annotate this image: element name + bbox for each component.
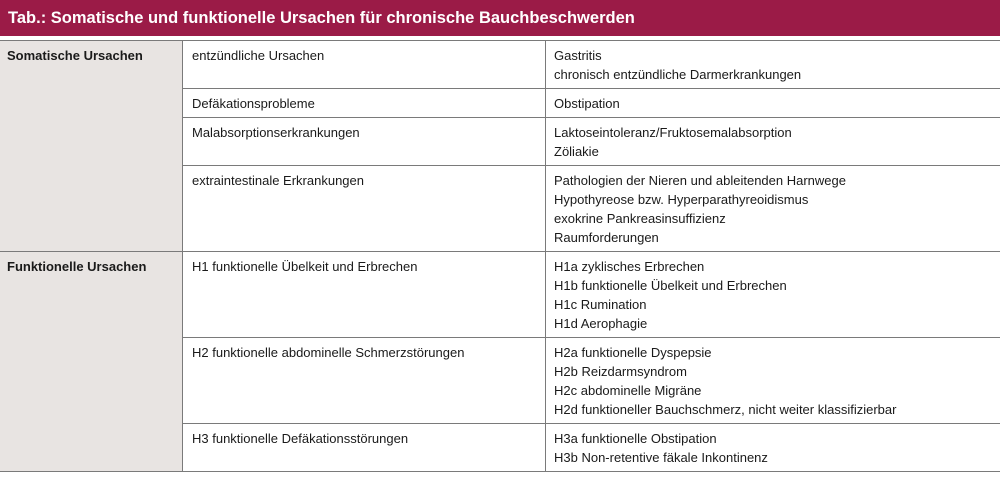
example-item: H1d Aerophagie	[554, 316, 648, 331]
example-item: H1c Rumination	[554, 297, 647, 312]
cause-cell: extraintestinale Erkrankungen	[182, 166, 546, 251]
examples-cell	[546, 338, 1000, 423]
example-item: Gastritis	[554, 48, 602, 63]
example-item: H3b Non-retentive fäkale Inkontinenz	[554, 450, 768, 465]
group-rows	[182, 41, 1000, 251]
cause-cell: H2 funktionelle abdominelle Schmerzstörungen	[182, 338, 546, 423]
cause-cell: H3 funktionelle Defäkationsstörungen	[182, 424, 546, 471]
category-cell: Somatische Ursachen	[0, 41, 182, 251]
table-group	[0, 252, 1000, 472]
cause-cell: H1 funktionelle Übelkeit und Erbrechen	[182, 252, 546, 337]
example-item: chronisch entzündliche Darmerkrankungen	[554, 67, 802, 82]
table-row	[182, 41, 1000, 89]
examples-cell	[546, 166, 1000, 251]
example-item: Raumforderungen	[554, 230, 659, 245]
table-row	[182, 166, 1000, 251]
example-item: Hypothyreose bzw. Hyperparathyreoidismus	[554, 192, 809, 207]
cause-cell: Malabsorptionserkrankungen	[182, 118, 546, 165]
example-item: Zöliakie	[554, 144, 599, 159]
table-row	[182, 118, 1000, 166]
example-item: H2a funktionelle Dyspepsie	[554, 345, 712, 360]
example-item: H3a funktionelle Obstipation	[554, 431, 717, 446]
example-item: Laktoseintoleranz/Fruktosemalabsorption	[554, 125, 792, 140]
example-item: Obstipation	[554, 96, 620, 111]
example-item: exokrine Pankreasinsuffizienz	[554, 211, 726, 226]
group-rows	[182, 252, 1000, 471]
example-item: H1a zyklisches Erbrechen	[554, 259, 705, 274]
table-row	[182, 89, 1000, 118]
cause-cell: entzündliche Ursachen	[182, 41, 546, 88]
table-group	[0, 40, 1000, 252]
table-row	[182, 338, 1000, 424]
table-row	[182, 252, 1000, 338]
category-cell: Funktionelle Ursachen	[0, 252, 182, 471]
table-title: Tab.: Somatische und funktionelle Ursachen für chronische Bauchbeschwerden	[0, 0, 1000, 36]
example-item: H1b funktionelle Übelkeit und Erbrechen	[554, 278, 787, 293]
examples-cell	[546, 118, 1000, 165]
examples-cell	[546, 252, 1000, 337]
example-item: H2c abdominelle Migräne	[554, 383, 702, 398]
cause-cell: Defäkationsprobleme	[182, 89, 546, 117]
examples-cell	[546, 89, 1000, 117]
examples-cell	[546, 41, 1000, 88]
example-item: H2d funktioneller Bauchschmerz, nicht weiter klassifizierbar	[554, 402, 897, 417]
example-item: H2b Reizdarmsyndrom	[554, 364, 687, 379]
examples-cell	[546, 424, 1000, 471]
table-row	[182, 424, 1000, 471]
example-item: Pathologien der Nieren und ableitenden Harnwege	[554, 173, 846, 188]
causes-table	[0, 40, 1000, 472]
